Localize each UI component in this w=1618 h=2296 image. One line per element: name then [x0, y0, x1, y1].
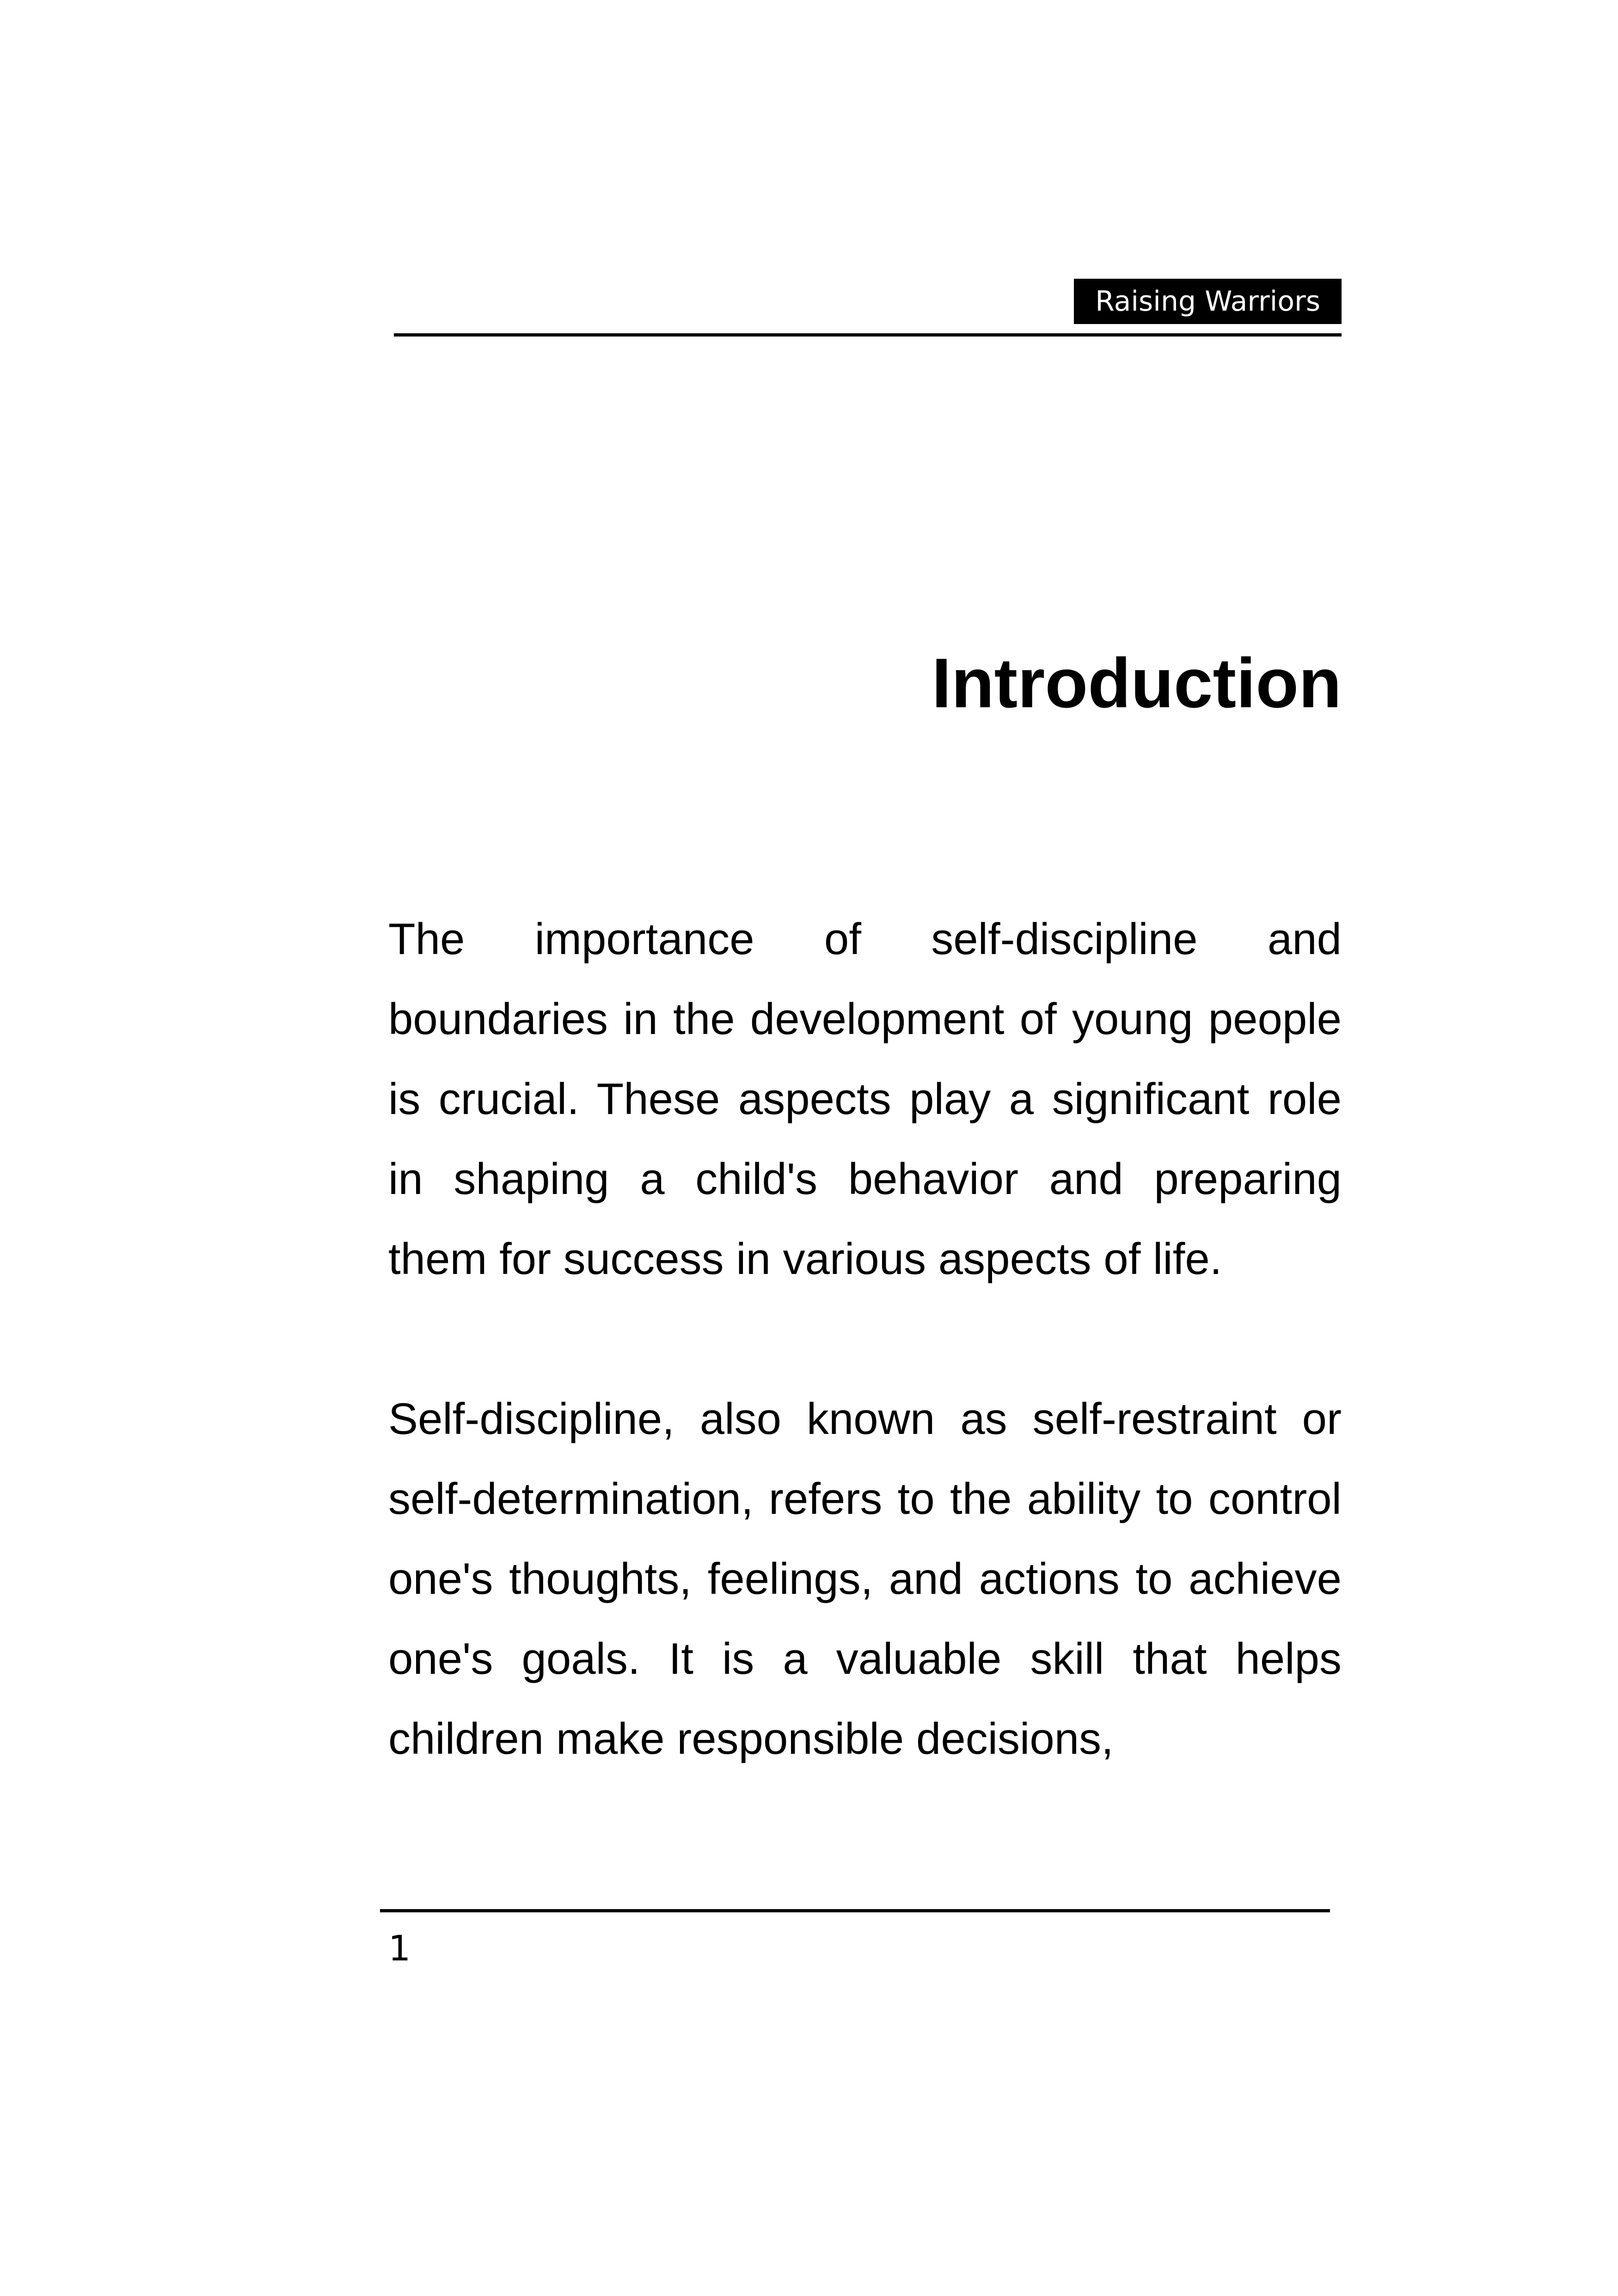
running-header: [394, 279, 1342, 337]
body-text: [388, 899, 1342, 1779]
chapter-title: Introduction: [932, 644, 1342, 722]
book-title-tag: Raising Warriors: [1074, 279, 1342, 324]
header-divider: [394, 333, 1342, 337]
paragraph-1: The importance of self-discipline and boundaries in the development of young people is crucial. These aspects play a significant role in shaping a child's behavior and preparing them for success in various aspects of life.: [388, 914, 1342, 1284]
page-number: 1: [388, 1928, 411, 1969]
footer-divider: [380, 1909, 1330, 1912]
paragraph-2: Self-discipline, also known as self-restraint or self-determination, refers to the ability to control one's thoughts, feelings, and actions to achieve one's goals. It is a valuable skill that helps children make responsible decisions,: [388, 1394, 1342, 1763]
